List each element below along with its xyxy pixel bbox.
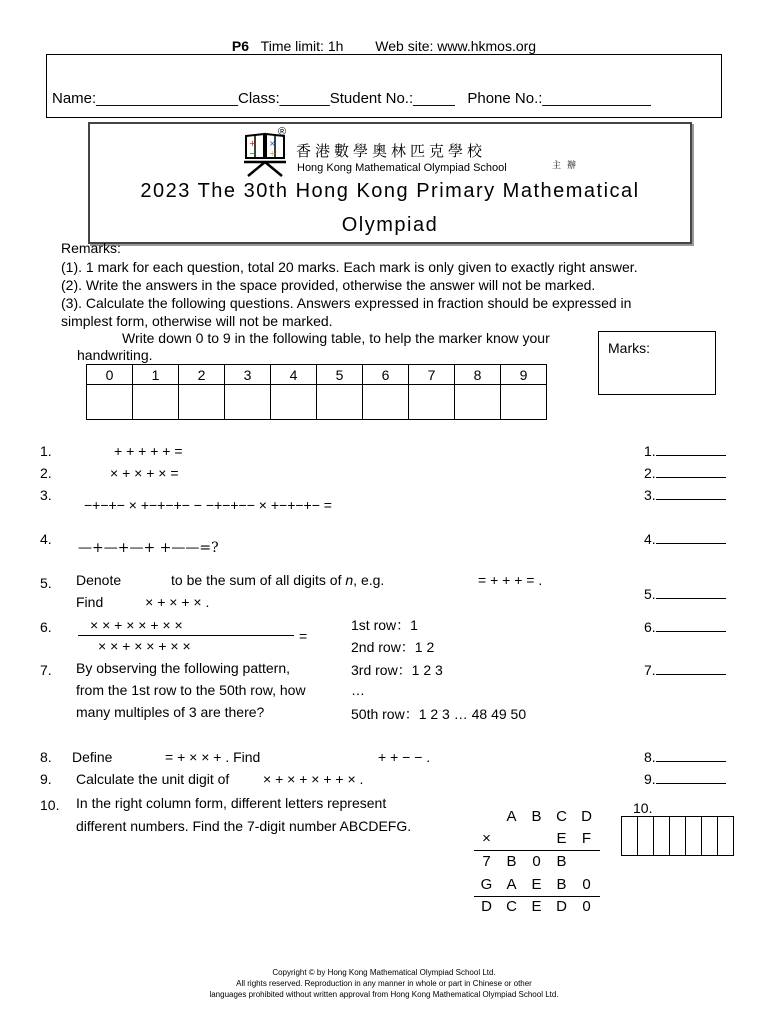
question-1-expression: + + + + + =	[114, 443, 183, 459]
footer-copyright: Copyright © by Hong Kong Mathematical Olympiad School Ltd.	[272, 968, 496, 977]
question-5-line2	[76, 594, 209, 610]
question-5-line1	[76, 572, 384, 588]
school-name-cn: 香港數學奧林匹克學校	[296, 142, 487, 160]
answer-4-label: 4.	[644, 531, 656, 547]
student-info-row	[52, 90, 651, 107]
answer-10-digit-box[interactable]	[685, 816, 701, 856]
remark-3a: (3). Calculate the following questions. Answers expressed in fraction should be expressed in	[61, 295, 632, 311]
digit-write-cell[interactable]	[271, 385, 317, 420]
mult-cell: D	[581, 808, 592, 825]
answer-8-label: 8.	[644, 749, 656, 765]
digit-header: 6	[363, 365, 409, 385]
mult-cell: B	[531, 808, 542, 825]
digit-header: 0	[87, 365, 133, 385]
question-number-2: 2.	[40, 465, 52, 481]
answer-9-label: 9.	[644, 771, 656, 787]
digit-header: 7	[409, 365, 455, 385]
question-4-expression: —+—+—+ +——=?	[78, 540, 219, 556]
question-9-text: Calculate the unit digit of	[76, 771, 230, 787]
remark-2: (2). Write the answers in the space provided, otherwise the answer will not be marked.	[61, 277, 596, 293]
svg-text:×: ×	[269, 139, 276, 148]
digit-header: 2	[179, 365, 225, 385]
question-8-define: Define	[72, 749, 113, 765]
question-number-6: 6.	[40, 619, 52, 635]
header-line	[0, 38, 768, 54]
phone-no-field[interactable]: Phone No.:_____________	[467, 90, 651, 107]
answer-10-digit-box[interactable]	[621, 816, 637, 856]
digit-header: 9	[501, 365, 547, 385]
answer-10-digit-box[interactable]	[669, 816, 685, 856]
registered-mark: ®	[278, 126, 287, 138]
q5-denote: Denote	[76, 572, 122, 588]
level-label: P6	[231, 38, 250, 54]
q7-row-2: 2nd row：1 2	[351, 639, 435, 655]
mult-cell: A	[506, 808, 517, 825]
question-10-text-1: In the right column form, different letters represent	[76, 795, 387, 811]
handwriting-digits-table	[86, 364, 547, 420]
question-7-text-1: By observing the following pattern,	[76, 660, 291, 676]
digit-write-cell[interactable]	[317, 385, 363, 420]
answer-10-digit-box[interactable]	[653, 816, 669, 856]
mult-cell: B	[556, 876, 567, 893]
remark-1: (1). 1 mark for each question, total 20 marks. Each mark is only given to exactly right answer.	[61, 259, 638, 275]
mult-cell: 7	[482, 853, 491, 870]
mult-cell: C	[556, 808, 567, 825]
answer-9[interactable]	[644, 771, 726, 787]
question-number-1: 1.	[40, 443, 52, 459]
answer-7-label: 7.	[644, 662, 656, 678]
handwriting-instruction-a: Write down 0 to 9 in the following table, to help the marker know your	[122, 330, 550, 346]
digit-write-cell[interactable]	[133, 385, 179, 420]
mult-cell: F	[581, 830, 592, 847]
mult-cell: A	[506, 876, 517, 893]
answer-6-label: 6.	[644, 619, 656, 635]
marks-label: Marks:	[608, 340, 650, 356]
class-field[interactable]: Class:______	[238, 90, 330, 107]
q7-row-3: 3rd row：1 2 3	[351, 662, 443, 678]
question-8-definition: = + × × + . Find	[165, 749, 261, 765]
mult-divider-1	[474, 850, 600, 851]
q5-eg: , e.g.	[353, 572, 385, 588]
answer-1[interactable]	[644, 443, 726, 459]
mult-cell: ×	[482, 830, 491, 847]
answer-3-label: 3.	[644, 487, 656, 503]
school-name-en: Hong Kong Mathematical Olympiad School	[297, 162, 507, 174]
q7-row-1: 1st row：1	[351, 617, 418, 633]
mult-cell: C	[506, 898, 517, 915]
digit-header: 1	[133, 365, 179, 385]
question-9-expression: × + × + × + + × .	[263, 771, 364, 787]
question-8-expression: + + − − .	[378, 749, 431, 765]
mult-cell: D	[556, 898, 567, 915]
question-number-7: 7.	[40, 662, 52, 678]
answer-10-label: 10.	[633, 800, 653, 816]
footer-prohibited: languages prohibited without written approval from Hong Kong Mathematical Olympiad School Ltd.	[209, 990, 559, 999]
digit-header: 3	[225, 365, 271, 385]
q5-find: Find	[76, 594, 104, 610]
question-number-5: 5.	[40, 575, 52, 591]
answer-1-label: 1.	[644, 443, 656, 459]
answer-6[interactable]	[644, 619, 726, 635]
q7-row-50: 50th row：1 2 3 … 48 49 50	[351, 706, 527, 722]
svg-text:−: −	[249, 149, 256, 158]
digit-write-cell[interactable]	[363, 385, 409, 420]
mult-cell: 0	[582, 876, 591, 893]
answer-7[interactable]	[644, 662, 726, 678]
q5-sum-text: to be the sum of all digits of	[171, 572, 342, 588]
website: Web site: www.hkmos.org	[375, 38, 537, 54]
remarks-heading: Remarks:	[61, 240, 121, 256]
mult-cell: E	[531, 898, 542, 915]
question-number-8: 8.	[40, 749, 52, 765]
digit-header: 5	[317, 365, 363, 385]
answer-2-label: 2.	[644, 465, 656, 481]
mult-cell: 0	[532, 853, 541, 870]
mult-row-multiplicand	[474, 808, 599, 825]
student-no-field[interactable]: Student No.:_____	[329, 90, 455, 107]
mult-cell: B	[506, 853, 517, 870]
mult-cell: 0	[582, 898, 591, 915]
school-logo-icon	[240, 126, 294, 181]
answer-10-digit-box[interactable]	[717, 816, 734, 856]
question-10-text-2: different numbers. Find the 7-digit number ABCDEFG.	[76, 818, 412, 834]
mult-row-partial-1	[474, 853, 599, 870]
organizer-label: 主辦	[552, 161, 583, 171]
footer-rights: All rights reserved. Reproduction in any manner in whole or part in Chinese or other	[236, 979, 532, 988]
digit-header: 4	[271, 365, 317, 385]
digit-write-cell[interactable]	[409, 385, 455, 420]
q7-ellipsis: …	[351, 682, 365, 698]
question-number-10: 10.	[40, 797, 60, 813]
handwriting-instruction-b: handwriting.	[77, 347, 153, 363]
question-6-fraction-bar	[78, 635, 294, 636]
student-info-box	[46, 54, 722, 118]
mult-row-partial-2	[474, 876, 599, 893]
digit-header: 8	[455, 365, 501, 385]
svg-text:+: +	[249, 139, 256, 148]
svg-text:÷: ÷	[269, 149, 276, 158]
answer-5[interactable]	[644, 586, 726, 602]
digit-write-cell[interactable]	[179, 385, 225, 420]
q5-n-variable: n	[345, 572, 354, 588]
digit-write-cell[interactable]	[87, 385, 133, 420]
question-number-4: 4.	[40, 531, 52, 547]
mult-cell: G	[480, 876, 493, 893]
q5-expression: × + × + × .	[145, 594, 210, 610]
answer-8[interactable]	[644, 749, 726, 765]
answer-10-digit-box[interactable]	[701, 816, 717, 856]
mult-row-multiplier	[474, 830, 599, 847]
time-limit: Time limit: 1h	[260, 38, 344, 54]
question-7-text-2: from the 1st row to the 50th row, how	[76, 682, 306, 698]
digit-write-cell[interactable]	[225, 385, 271, 420]
name-field[interactable]: Name:_________________	[52, 90, 238, 107]
answer-4[interactable]	[644, 531, 726, 547]
answer-10-boxes[interactable]	[621, 816, 734, 856]
question-number-3: 3.	[40, 487, 52, 503]
competition-title-line2: Olympiad	[341, 214, 439, 236]
mult-divider-2	[474, 896, 600, 897]
question-2-expression: × + × + × =	[110, 465, 179, 481]
question-6-numerator: × × + × × + × ×	[90, 617, 183, 633]
mult-cell: E	[531, 876, 542, 893]
question-6-denominator: × × + × × + × ×	[98, 638, 191, 654]
mult-cell: D	[481, 898, 492, 915]
answer-3[interactable]	[644, 487, 726, 503]
question-6-equals: =	[299, 628, 308, 644]
question-5-example: = + + + = .	[478, 572, 543, 588]
answer-2[interactable]	[644, 465, 726, 481]
competition-title-line1: 2023 The 30th Hong Kong Primary Mathematical	[140, 180, 640, 202]
mult-cell: E	[556, 830, 567, 847]
remark-3b: simplest form, otherwise will not be marked.	[61, 313, 333, 329]
question-3-expression: −+−+− × +−+−+− − −+−+−− × +−+−+− =	[84, 497, 332, 513]
question-7-text-3: many multiples of 3 are there?	[76, 704, 265, 720]
digit-write-cell[interactable]	[501, 385, 547, 420]
mult-cell: B	[556, 853, 567, 870]
mult-row-product	[474, 898, 599, 915]
answer-5-label: 5.	[644, 586, 656, 602]
digit-write-cell[interactable]	[455, 385, 501, 420]
question-number-9: 9.	[40, 771, 52, 787]
answer-10-digit-box[interactable]	[637, 816, 653, 856]
